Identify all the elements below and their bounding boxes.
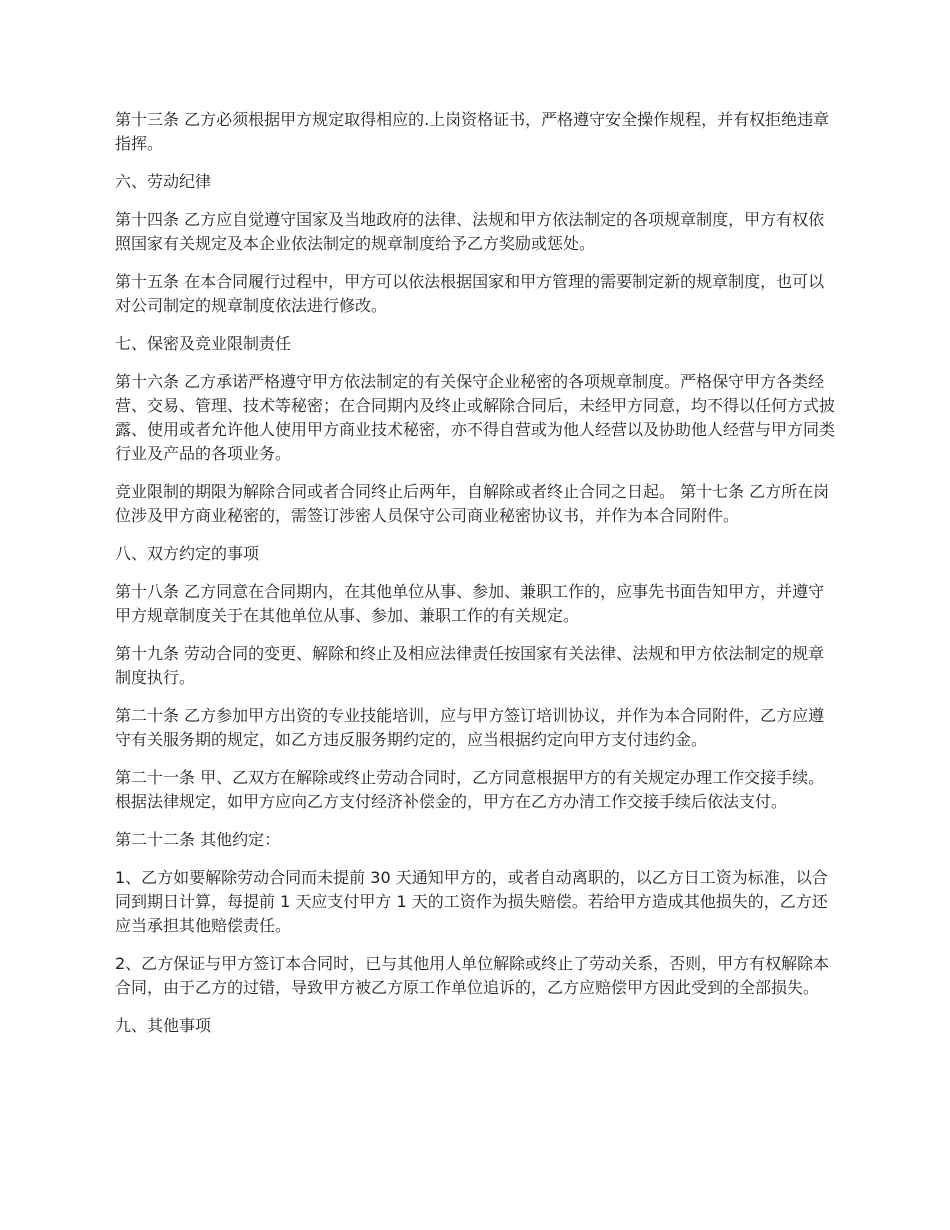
section-9-heading: 九、其他事项 <box>115 1016 212 1035</box>
section-7-heading: 七、保密及竞业限制责任 <box>115 334 292 353</box>
article-16-paragraph: 第十六条 乙方承诺严格遵守甲方依法制定的有关保守企业秘密的各项规章制度。严格保守甲方各类经营、交易、管理、技术等秘密；在合同期内及终止或解除合同后，未经甲方同意，均不得以任何方式披露、使用或者允许他人使用甲方商业技术秘密，亦不得自营或为他人经营以及协助他人经营与甲方同类行业及产品的各项业务。 <box>115 372 836 463</box>
article-18-paragraph: 第十八条 乙方同意在合同期内，在其他单位从事、参加、兼职工作的，应事先书面告知甲方，并遵守甲方规章制度关于在其他单位从事、参加、兼职工作的有关规定。 <box>115 582 825 625</box>
article-21-paragraph: 第二十一条 甲、乙双方在解除或终止劳动合同时，乙方同意根据甲方的有关规定办理工作交接手续。根据法律规定，如甲方应向乙方支付经济补偿金的，甲方在乙方办清工作交接手续后依法支付。 <box>115 768 825 811</box>
article-22-item-1: 1、乙方如要解除劳动合同而未提前 30 天通知甲方的，或者自动离职的，以乙方日工资为标准，以合同到期日计算，每提前 1 天应支付甲方 1 天的工资作为损失赔偿。若给甲方造成其他损失的，乙方还应当承担其他赔偿责任。 <box>115 868 828 935</box>
article-15-paragraph: 第十五条 在本合同履行过程中，甲方可以依法根据国家和甲方管理的需要制定新的规章制度，也可以对公司制定的规章制度依法进行修改。 <box>115 272 825 315</box>
section-8-heading: 八、双方约定的事项 <box>115 544 260 563</box>
article-20-paragraph: 第二十条 乙方参加甲方出资的专业技能培训，应与甲方签订培训协议，并作为本合同附件，乙方应遵守有关服务期的规定，如乙方违反服务期约定的，应当根据约定向甲方支付违约金。 <box>115 706 825 749</box>
article-19-paragraph: 第十九条 劳动合同的变更、解除和终止及相应法律责任按国家有关法律、法规和甲方依法制定的规章制度执行。 <box>115 644 825 687</box>
article-22-heading: 第二十二条 其他约定： <box>115 830 281 849</box>
non-compete-article-17-paragraph: 竞业限制的期限为解除合同或者合同终止后两年，自解除或者终止合同之日起。 第十七条 乙方所在岗位涉及甲方商业秘密的，需签订涉密人员保守公司商业秘密协议书，并作为本合同附件。 <box>115 482 830 525</box>
article-13-paragraph: 第十三条 乙方必须根据甲方规定取得相应的.上岗资格证书，严格遵守安全操作规程，并有权拒绝违章指挥。 <box>115 110 830 153</box>
section-6-heading: 六、劳动纪律 <box>115 172 212 191</box>
article-22-item-2: 2、乙方保证与甲方签订本合同时，已与其他用人单位解除或终止了劳动关系，否则，甲方有权解除本合同，由于乙方的过错，导致甲方被乙方原工作单位追诉的，乙方应赔偿甲方因此受到的全部损失。 <box>115 954 830 997</box>
article-14-paragraph: 第十四条 乙方应自觉遵守国家及当地政府的法律、法规和甲方依法制定的各项规章制度，甲方有权依照国家有关规定及本企业依法制定的规章制度给予乙方奖励或惩处。 <box>115 210 825 253</box>
